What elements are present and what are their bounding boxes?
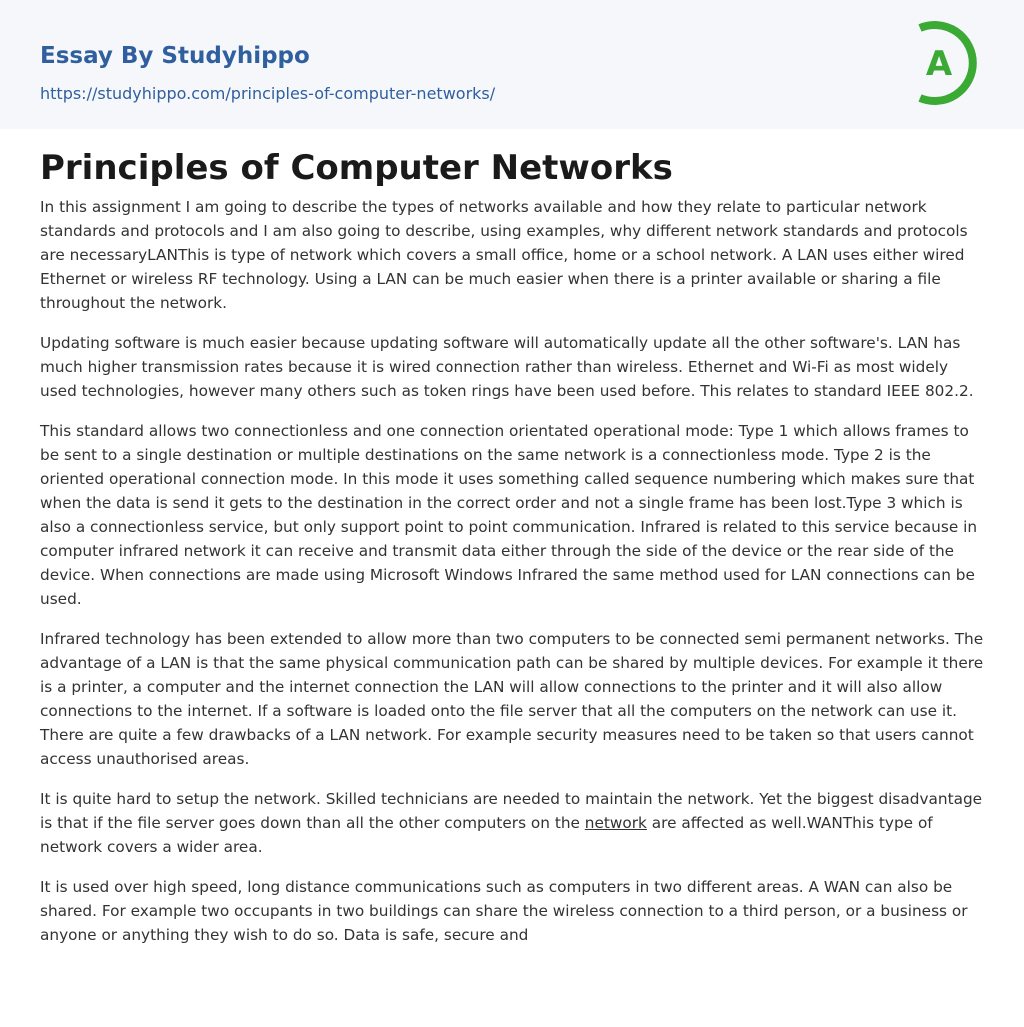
brand-title[interactable]: Essay By Studyhippo xyxy=(40,43,310,69)
paragraph-3: This standard allows two connectionless and one connection orientated operational mode: Type 1 which allows frames to be sent to a single destination or multiple destinations on the same network is a connectionless mode. Type 2 is the oriented operational connection mode. In this mode it uses something called sequence numbering which makes sure that when the data is send it gets to the destination in the correct order and not a single frame has been lost.Type 3 which is also a connectionless service, but only support point to point communication. Infrared is related to this service because in computer infrared network it can receive and transmit data either through the side of the device or the rear side of the device. When connections are made using Microsoft Windows Infrared the same method used for LAN connections can be used. xyxy=(40,422,978,608)
source-url[interactable]: https://studyhippo.com/principles-of-computer-networks/ xyxy=(40,84,496,103)
paragraph-5 xyxy=(40,787,984,859)
paragraph-1: In this assignment I am going to describe the types of networks available and how they relate to particular network standards and protocols and I am also going to describe, using examples, why different network standards and protocols are necessaryLANThis is type of network which covers a small office, home or a school network. A LAN uses either wired Ethernet or wireless RF technology. Using a LAN can be much easier when there is a printer available or sharing a file throughout the network. xyxy=(40,198,968,312)
network-link[interactable]: network xyxy=(584,814,647,832)
studyhippo-logo-icon[interactable] xyxy=(906,18,990,108)
page-title: Principles of Computer Networks xyxy=(40,148,673,188)
paragraph-6: It is used over high speed, long distance communications such as computers in two different areas. A WAN can also be shared. For example two occupants in two buildings can share the wireless connection to a third person, or a business or anyone or anything they wish to do so. Data is safe, secure and xyxy=(40,878,968,944)
paragraph-5-text-before: It is quite hard to setup the network. Skilled technicians are needed to maintain the network. Yet the biggest disadvantage is that if the file server goes down than all the other computers on the xyxy=(40,790,983,832)
paragraph-2: Updating software is much easier because updating software will automatically update all the other software's. LAN has much higher transmission rates because it is wired connection rather than wireless. Ethernet and Wi-Fi as most widely used technologies, however many others such as token rings have been used before. This relates to standard IEEE 802.2. xyxy=(40,334,974,400)
logo-letter: A xyxy=(925,44,953,84)
paragraph-4: Infrared technology has been extended to allow more than two computers to be connected semi permanent networks. The advantage of a LAN is that the same physical communication path can be shared by multiple devices. For example it there is a printer, a computer and the internet connection the LAN will allow connections to the printer and it will also allow connections to the internet. If a software is loaded onto the file server that all the computers on the network can use it. There are quite a few drawbacks of a LAN network. For example security measures need to be taken so that users cannot access unauthorised areas. xyxy=(40,630,984,768)
paragraph-5-text-after: are affected as well.WANThis type of network covers a wider area. xyxy=(40,814,933,856)
article-body xyxy=(40,195,984,963)
